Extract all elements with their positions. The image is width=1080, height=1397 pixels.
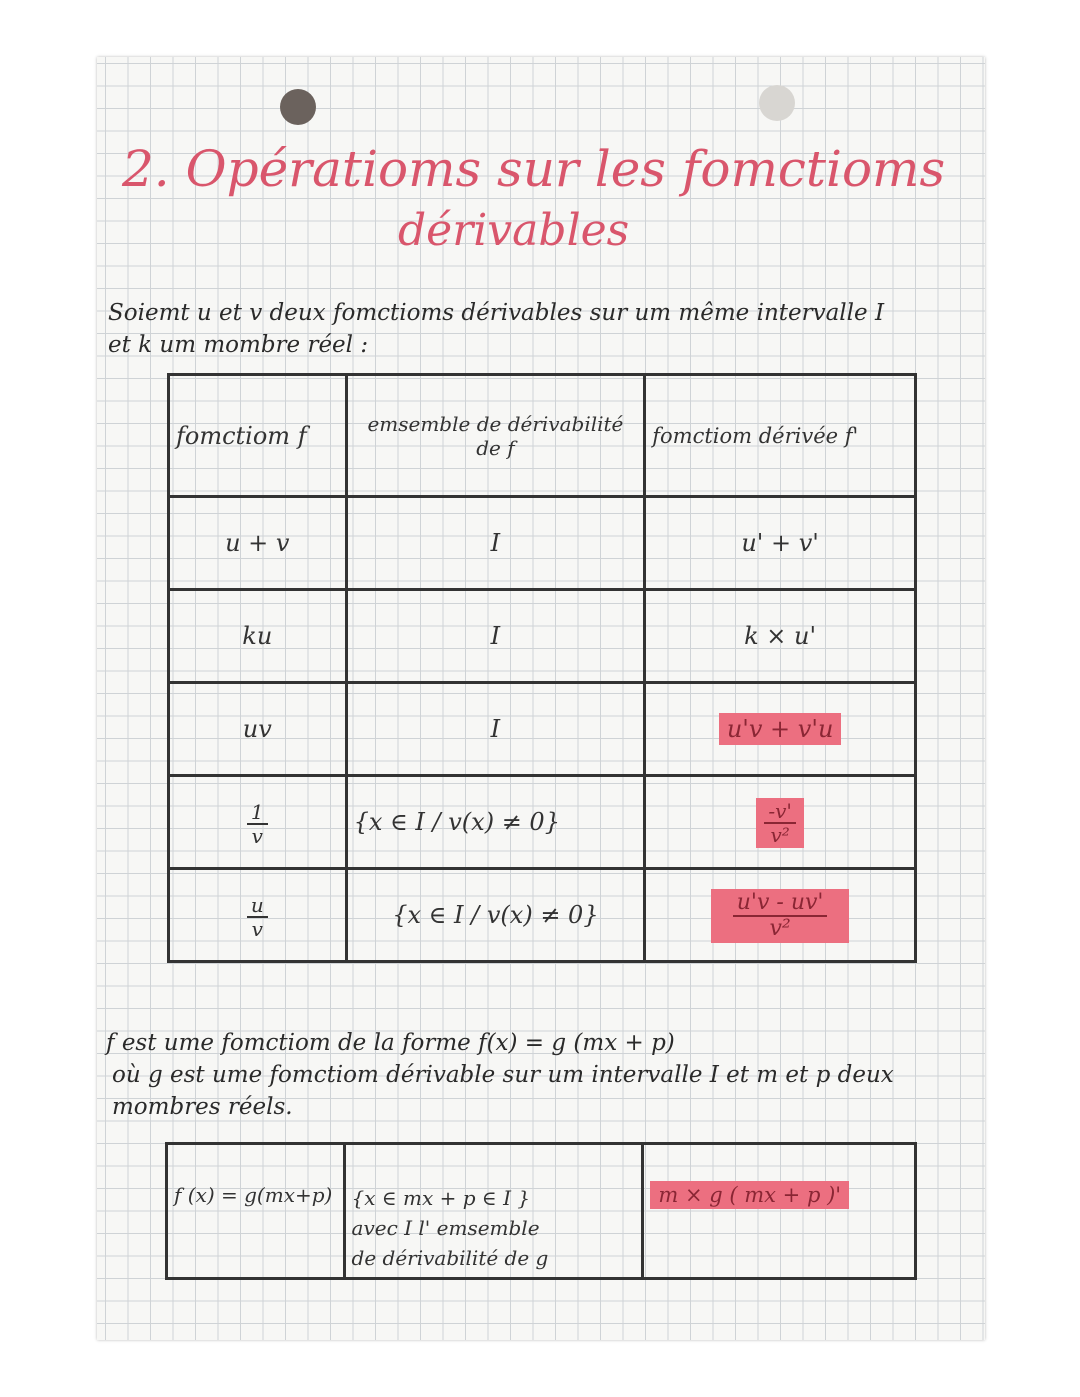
- cell-domain: [344, 1144, 643, 1279]
- para2-line3: mombres réels.: [112, 1094, 293, 1120]
- cell-domain: {x ∈ I / v(x) ≠ 0}: [346, 776, 645, 869]
- header-function: fomctiom f: [169, 375, 347, 497]
- cell-derivative: [645, 869, 916, 962]
- domain-line: de dérivabilité de g: [351, 1246, 549, 1270]
- cell-function: ku: [169, 590, 347, 683]
- cell-derivative: [643, 1144, 916, 1279]
- cell-domain: I: [346, 497, 645, 590]
- table-row: [169, 869, 916, 962]
- domain-line: {x ∈ mx + p ∈ I }: [351, 1186, 531, 1210]
- highlighted-derivative: u'v + v'u: [719, 713, 842, 745]
- header-derivative: fomctiom dérivée f': [645, 375, 916, 497]
- denominator: v: [251, 824, 263, 848]
- numerator: 1: [247, 801, 268, 825]
- cell-function: [169, 776, 347, 869]
- table-row: [169, 683, 916, 776]
- cell-derivative: u' + v': [645, 497, 916, 590]
- numerator: -v': [764, 800, 796, 824]
- cell-derivative: k × u': [645, 590, 916, 683]
- intro-line1: Soiemt u et v deux fomctioms dérivables sur um même intervalle I: [108, 300, 885, 326]
- numerator: u: [247, 894, 268, 918]
- table-row: [167, 1144, 916, 1279]
- domain-line: avec I l' emsemble: [351, 1216, 540, 1240]
- denominator: v²: [769, 916, 791, 941]
- cell-domain: I: [346, 683, 645, 776]
- derivative-rules-table: [167, 373, 917, 963]
- table-row: [169, 776, 916, 869]
- punch-hole: [280, 89, 316, 125]
- table-header-row: [169, 375, 916, 497]
- intro-line2: et k um mombre réel :: [108, 332, 369, 358]
- cell-function: u + v: [169, 497, 347, 590]
- highlighted-derivative: m × g ( mx + p )': [650, 1181, 849, 1209]
- cell-derivative: [645, 683, 916, 776]
- cell-function: [169, 869, 347, 962]
- table-row: [169, 590, 916, 683]
- composition-rule-table: [165, 1142, 917, 1280]
- punch-hole: [759, 85, 795, 121]
- header-domain: emsemble de dérivabilité de f: [346, 375, 645, 497]
- denominator: v: [251, 917, 263, 941]
- title-line1: 2. Opératioms sur les fomctioms: [122, 140, 946, 198]
- cell-function: f (x) = g(mx+p): [167, 1144, 345, 1279]
- numerator: u'v - uv': [733, 891, 828, 917]
- table-row: [169, 497, 916, 590]
- cell-function: uv: [169, 683, 347, 776]
- cell-derivative: [645, 776, 916, 869]
- cell-domain: I: [346, 590, 645, 683]
- title-line2: dérivables: [398, 205, 630, 256]
- cell-domain: {x ∈ I / v(x) ≠ 0}: [346, 869, 645, 962]
- para2-line2: où g est ume fomctiom dérivable sur um intervalle I et m et p deux: [112, 1062, 894, 1088]
- denominator: v²: [770, 823, 790, 847]
- para2-line1: f est ume fomctiom de la forme f(x) = g (mx + p): [106, 1030, 675, 1056]
